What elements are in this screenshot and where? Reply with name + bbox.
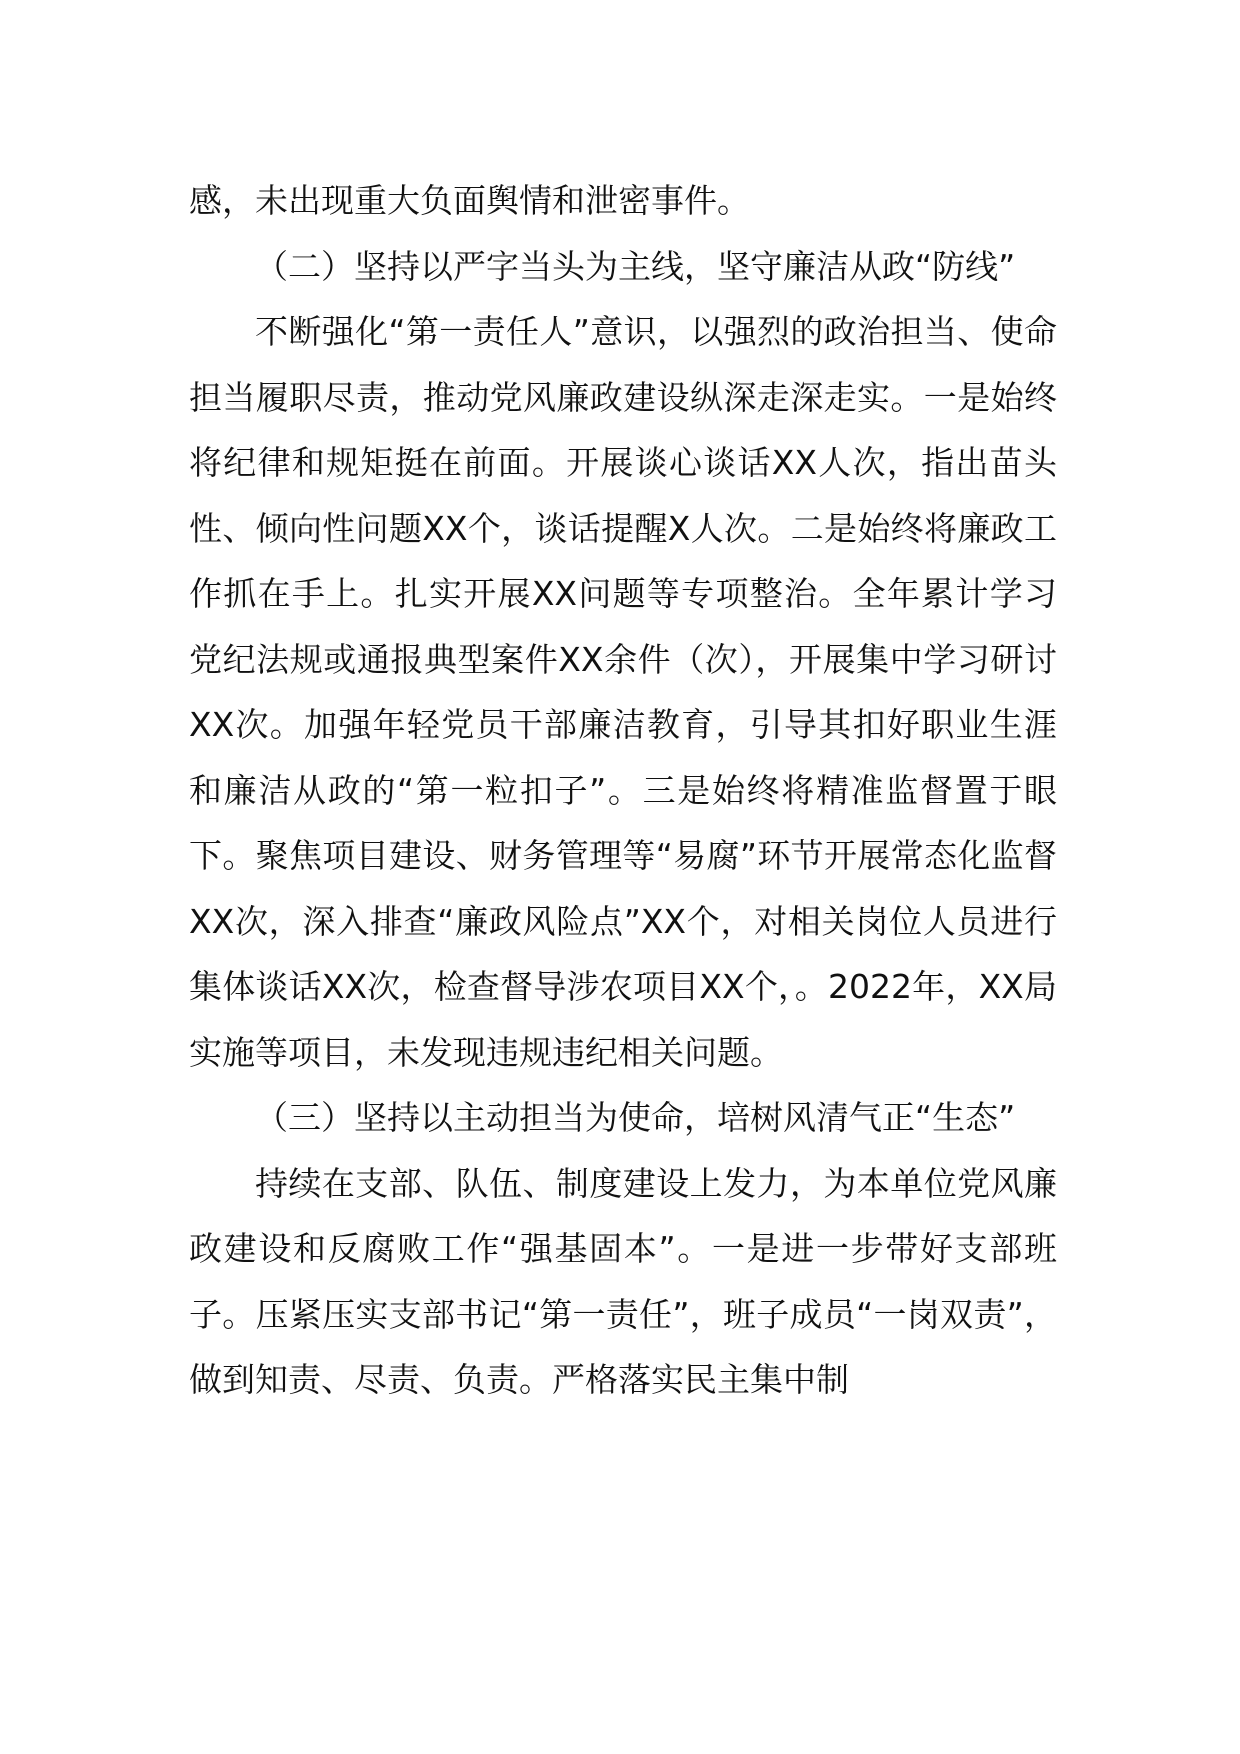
paragraph-integrity-defense: 不断强化“第一责任人”意识，以强烈的政治担当、使命担当履职尽责，推动党风廉政建设纵深走深走实。一是始终将纪律和规矩挺在前面。开展谈心谈话XX人次，指出苗头性、倾向性问题XX个，谈话提醒X人次。二是始终将廉政工作抓在手上。扎实开展XX问题等专项整治。全年累计学习党纪法规或通报典型案件XX余件（次），开展集中学习研讨XX次。加强年轻党员干部廉洁教育，引导其扣好职业生涯和廉洁从政的“第一粒扣子”。三是始终将精准监督置于眼下。聚焦项目建设、财务管理等“易腐”环节开展常态化监督XX次，深入排查“廉政风险点”XX个，对相关岗位人员进行集体谈话XX次，检查督导涉农项目XX个，。2022年，XX局实施等项目，未发现违规违纪相关问题。	[189, 312, 1057, 1072]
section-heading-three: （三）坚持以主动担当为使命，培树风清气正“生态”	[255, 1098, 1016, 1137]
document-body	[189, 168, 1057, 1413]
section-heading-two: （二）坚持以严字当头为主线，坚守廉洁从政“防线”	[255, 246, 1016, 286]
paragraph-continuation: 感，未出现重大负面舆情和泄密事件。	[189, 181, 750, 220]
paragraph-branch-building: 持续在支部、队伍、制度建设上发力，为本单位党风廉政建设和反腐败工作“强基固本”。一是进一步带好支部班子。压紧压实支部书记“第一责任”，班子成员“一岗双责”，做到知责、尽责、负责。严格落实民主集中制	[189, 1163, 1057, 1399]
